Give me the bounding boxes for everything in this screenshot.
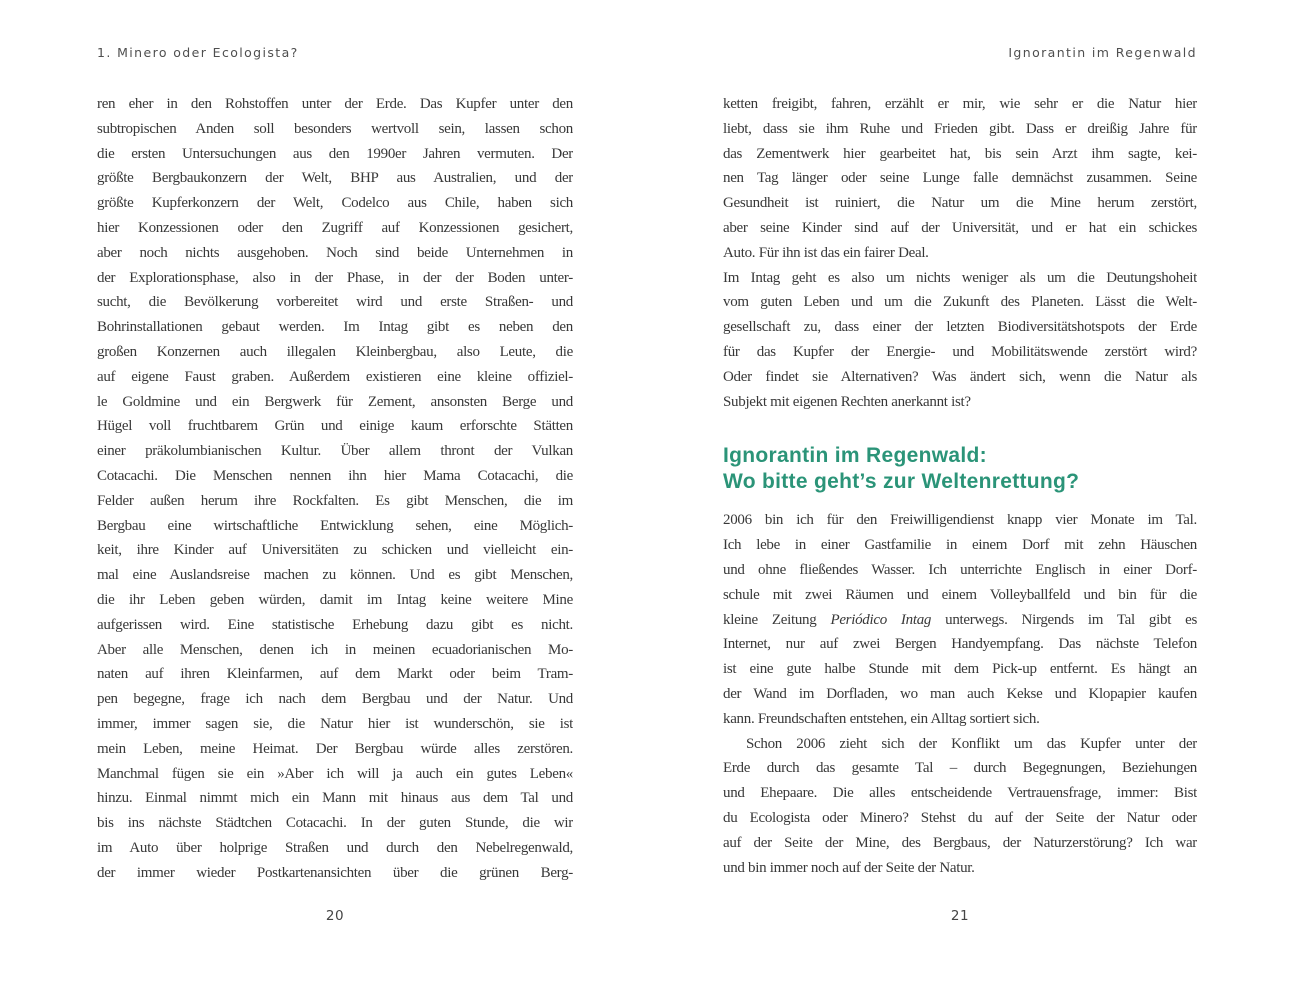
text-line: Manchmal fügen sie ein »Aber ich will ja auch ein gutes Leben« <box>97 765 573 782</box>
text-line: naten auf ihren Kleinfarmen, auf dem Markt oder beim Tram- <box>97 666 573 683</box>
paragraph <box>723 92 1197 266</box>
running-header-left: 1. Minero oder Ecologista? <box>97 45 299 60</box>
page-left-text-column <box>97 92 573 886</box>
text-line: Erde durch das gesamte Tal – durch Begegnungen, Beziehungen <box>723 760 1197 777</box>
text-line: das Zementwerk hier gearbeitet hat, bis sein Arzt ihm sagte, kei- <box>723 145 1197 162</box>
text-line: Bohrinstallationen gebaut werden. Im Intag gibt es neben den <box>97 319 573 336</box>
text-line: ketten freigibt, fahren, erzählt er mir, wie sehr er die Natur hier <box>723 96 1197 112</box>
section-heading-line-1: Ignorantin im Regenwald: <box>723 444 987 468</box>
text-line: ren eher in den Rohstoffen unter der Erde. Das Kupfer unter den <box>97 96 573 112</box>
text-line: le Goldmine und ein Bergwerk für Zement, ansonsten Berge und <box>97 393 573 410</box>
text-line: Im Intag geht es also um nichts weniger als um die Deutungshoheit <box>723 269 1197 286</box>
text-line: aber noch nichts ausgehoben. Noch sind beide Unternehmen in <box>97 244 573 261</box>
text-line: für das Kupfer der Energie- und Mobilitätswende zerstört wird? <box>723 343 1197 360</box>
text-line: du Ecologista oder Minero? Stehst du auf der Seite der Natur oder <box>723 809 1197 826</box>
text-line: die ersten Untersuchungen aus den 1990er Jahren vermuten. Der <box>97 145 573 162</box>
text-line: hinzu. Einmal nimmt mich ein Mann mit hinaus aus dem Tal und <box>97 790 573 807</box>
paragraph <box>97 92 573 886</box>
text-line: keit, ihre Kinder auf Universitäten zu schicken und vielleicht ein- <box>97 542 573 559</box>
text-line: auf eigene Faust graben. Außerdem existieren eine kleine offiziel- <box>97 368 573 385</box>
text-line: im Auto über holprige Straßen und durch den Nebelregenwald, <box>97 839 573 856</box>
text-line: kleine Zeitung Periódico Intag unterwegs. Nirgends im Tal gibt es <box>723 611 1197 628</box>
text-line: aber seine Kinder sind auf der Universität, und er hat ein schickes <box>723 219 1197 236</box>
text-line: Subjekt mit eigenen Rechten anerkannt ist? <box>723 393 971 410</box>
text-line: kann. Freundschaften entstehen, ein Alltag sortiert sich. <box>723 710 1040 727</box>
text-line: sucht, die Bevölkerung vorbereitet wird und erste Straßen- und <box>97 294 573 311</box>
text-line: Schon 2006 zieht sich der Konflikt um das Kupfer unter der <box>746 735 1197 752</box>
text-line: subtropischen Anden soll besonders wertvoll sein, lassen schon <box>97 120 573 137</box>
text-line: hier Konzessionen oder den Zugriff auf Konzessionen gesichert, <box>97 219 573 236</box>
text-line: schule mit zwei Räumen und einem Volleyballfeld und bin für die <box>723 586 1197 603</box>
text-line: Bergbau eine wirtschaftliche Entwicklung sehen, eine Möglich- <box>97 517 573 534</box>
text-line: Oder findet sie Alternativen? Was ändert sich, wenn die Natur als <box>723 368 1197 385</box>
page-right-text-column <box>723 92 1197 880</box>
text-line: Hügel voll fruchtbarem Grün und einige kaum erforschte Stätten <box>97 418 573 435</box>
text-line: Gesundheit ist ruiniert, die Natur um die Mine herum zerstört, <box>723 195 1197 212</box>
text-line: pen begegne, frage ich nach dem Bergbau und der Natur. Und <box>97 691 573 708</box>
text-line: gesellschaft zu, dass einer der letzten Biodiversitätshotspots der Erde <box>723 319 1197 336</box>
text-line: ist eine gute halbe Stunde mit dem Pick-up entfernt. Es hängt an <box>723 661 1197 678</box>
text-line: bis ins nächste Städtchen Cotacachi. In der guten Stunde, die wir <box>97 815 573 832</box>
text-line: mal eine Auslandsreise machen zu können. Und es gibt Menschen, <box>97 567 573 584</box>
text-line: Internet, nur auf zwei Bergen Handyempfang. Das nächste Telefon <box>723 636 1197 653</box>
text-line: nen Tag länger oder seine Lunge falle demnächst zusammen. Seine <box>723 170 1197 187</box>
text-line: und ohne fließendes Wasser. Ich unterrichte Englisch in einer Dorf- <box>723 561 1197 578</box>
text-line: mein Leben, meine Heimat. Der Bergbau würde alles zerstören. <box>97 740 573 757</box>
text-line: Cotacachi. Die Menschen nennen ihn hier Mama Cotacachi, die <box>97 467 573 484</box>
text-line: Auto. Für ihn ist das ein fairer Deal. <box>723 244 929 261</box>
text-line: und bin immer noch auf der Seite der Natur. <box>723 859 975 876</box>
text-line: Aber alle Menschen, denen ich in meinen ecuadorianischen Mo- <box>97 641 573 658</box>
page-number-left: 20 <box>325 908 345 924</box>
section-heading-line-2: Wo bitte geht’s zur Weltenrettung? <box>723 470 1080 494</box>
text-line: der Explorationsphase, also in der Phase, in der der Boden unter- <box>97 269 573 286</box>
text-line: größte Bergbaukonzern der Welt, BHP aus Australien, und der <box>97 170 573 187</box>
paragraph <box>723 732 1197 881</box>
text-line: der immer wieder Postkartenansichten über die grünen Berg- <box>97 864 573 881</box>
text-line: immer, immer sagen sie, die Natur hier ist wunderschön, sie ist <box>97 715 573 732</box>
text-line: aufgerissen wird. Eine statistische Erhebung dazu gibt es nicht. <box>97 616 573 633</box>
text-line: die ihr Leben geben würden, damit im Intag keine weitere Mine <box>97 591 573 608</box>
text-line: auf der Seite der Mine, des Bergbaus, der Naturzerstörung? Ich war <box>723 834 1197 851</box>
page-number-right: 21 <box>950 908 970 924</box>
paragraph <box>723 508 1197 731</box>
running-header-right: Ignorantin im Regenwald <box>1008 45 1197 60</box>
text-line: und Ehepaare. Die alles entscheidende Vertrauensfrage, immer: Bist <box>723 785 1197 802</box>
text-line: großen Konzernen auch illegalen Kleinbergbau, also Leute, die <box>97 343 573 360</box>
section-heading <box>723 443 1197 495</box>
text-line: einer präkolumbianischen Kultur. Über allem thront der Vulkan <box>97 443 573 460</box>
text-line: Felder außen herum ihre Rockfalten. Es gibt Menschen, die im <box>97 492 573 509</box>
text-line: Ich lebe in einer Gastfamilie in einem Dorf mit zehn Häuschen <box>723 537 1197 554</box>
text-line: liebt, dass sie ihm Ruhe und Frieden gibt. Dass er dreißig Jahre für <box>723 120 1197 137</box>
text-line: der Wand im Dorfladen, wo man auch Kekse und Klopapier kaufen <box>723 685 1197 702</box>
text-line: vom guten Leben und um die Zukunft des Planeten. Lässt die Welt- <box>723 294 1197 311</box>
text-line: größte Kupferkonzern der Welt, Codelco aus Chile, haben sich <box>97 195 573 212</box>
text-line: 2006 bin ich für den Freiwilligendienst knapp vier Monate im Tal. <box>723 512 1197 529</box>
paragraph <box>723 266 1197 415</box>
